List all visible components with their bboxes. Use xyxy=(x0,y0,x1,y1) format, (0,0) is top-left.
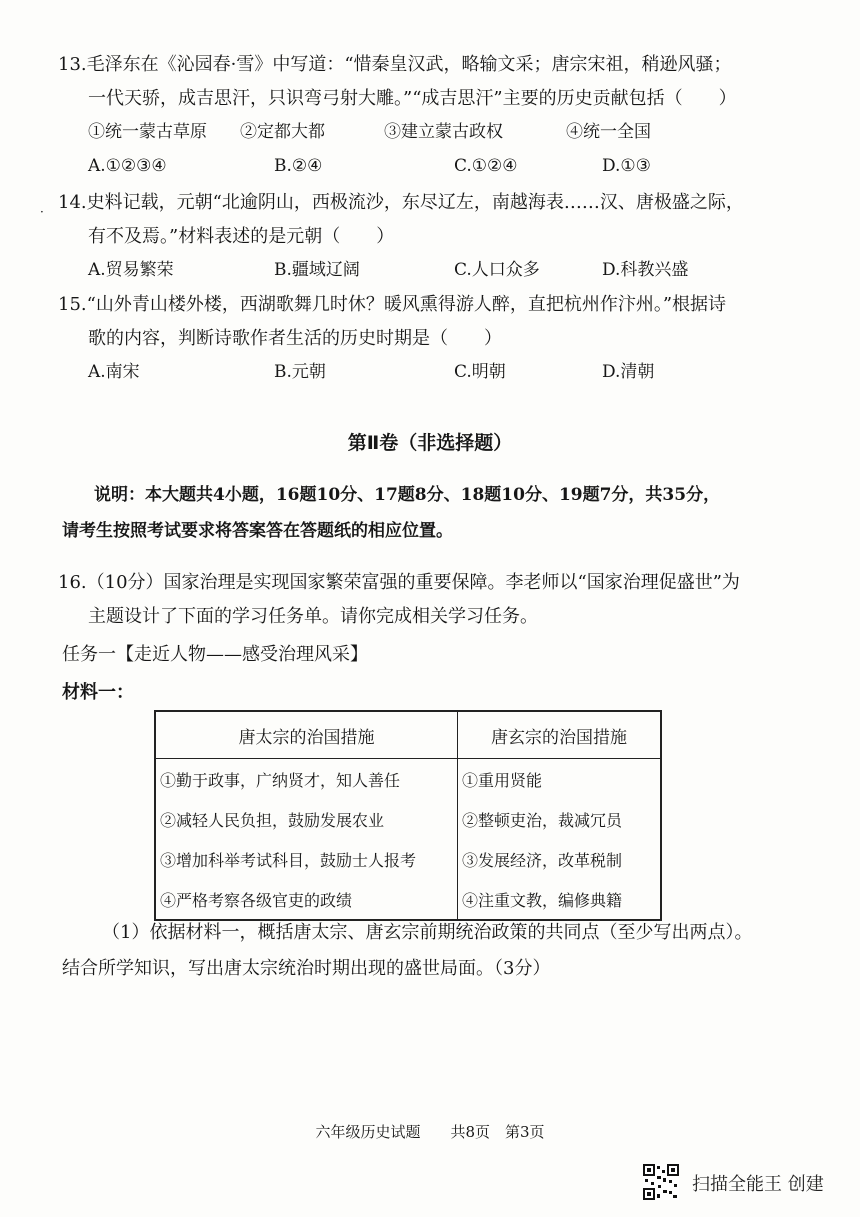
q13-item-4: ④统一全国 xyxy=(566,122,651,142)
scanner-watermark xyxy=(640,1162,850,1202)
q13-option-c: C.①②④ xyxy=(454,156,518,176)
q16-sub1-line2: 结合所学知识，写出唐太宗统治时期出现的盛世局面。（3分） xyxy=(62,958,551,979)
table-cell: ①重用贤能 xyxy=(462,770,543,790)
q13-line1: 13.毛泽东在《沁园春·雪》中写道：“惜秦皇汉武，略输文采；唐宗宋祖，稍逊风骚； xyxy=(58,54,732,75)
table-row xyxy=(155,879,661,920)
page-footer: 六年级历史试题 共8页 第3页 xyxy=(315,1123,545,1141)
q15-option-a: A.南宋 xyxy=(88,362,140,382)
table-cell: ③增加科举考试科目，鼓励士人报考 xyxy=(155,839,458,879)
table-header-row xyxy=(155,711,661,759)
table-cell: ③发展经济，改革税制 xyxy=(462,850,623,870)
q14-line2: 有不及焉。”材料表述的是元朝（ ） xyxy=(88,226,395,247)
q15-line1: 15.“山外青山楼外楼，西湖歌舞几时休？暖风熏得游人醉，直把杭州作汴州。”根据诗 xyxy=(58,294,727,315)
material1-label: 材料一： xyxy=(62,682,134,703)
task1-heading: 任务一【走近人物——感受治理风采】 xyxy=(62,644,368,665)
qr-code-icon xyxy=(643,1164,679,1200)
table-cell: ①勤于政事，广纳贤才，知人善任 xyxy=(155,759,458,800)
table-row xyxy=(155,839,661,879)
q15-option-d: D.清朝 xyxy=(602,362,655,382)
table-cell: ④注重文教，编修典籍 xyxy=(462,890,623,910)
q13-option-d: D.①③ xyxy=(602,156,651,176)
q14-option-a: A.贸易繁荣 xyxy=(88,260,174,280)
table-cell: ②整顿吏治，裁减冗员 xyxy=(462,810,623,830)
q13-item-3: ③建立蒙古政权 xyxy=(384,122,503,142)
q16-line1: 16.（10分）国家治理是实现国家繁荣富强的重要保障。李老师以“国家治理促盛世”为 xyxy=(58,572,740,593)
q13-option-a: A.①②③④ xyxy=(88,156,167,176)
table-row xyxy=(155,799,661,839)
q15-option-b: B.元朝 xyxy=(274,362,326,382)
q13-item-2: ②定都大都 xyxy=(240,122,325,142)
table-header-taizong: 唐太宗的治国措施 xyxy=(155,711,458,759)
governance-measures-table xyxy=(154,710,662,921)
q16-line2: 主题设计了下面的学习任务单。请你完成相关学习任务。 xyxy=(88,606,538,627)
q15-line2: 歌的内容，判断诗歌作者生活的历史时期是（ ） xyxy=(88,328,502,349)
table-row xyxy=(155,759,661,800)
watermark-text: 扫描全能王 创建 xyxy=(692,1174,824,1195)
q14-line1: 14.史料记载，元朝“北逾阴山，西极流沙，东尽辽左，南越海表……汉、唐极盛之际， xyxy=(58,192,744,213)
q13-item-1: ①统一蒙古草原 xyxy=(88,122,207,142)
table-cell: ④严格考察各级官吏的政绩 xyxy=(155,879,458,920)
q14-option-c: C.人口众多 xyxy=(454,260,540,280)
section-note-line2: 请考生按照考试要求将答案答在答题纸的相应位置。 xyxy=(62,521,453,541)
q13-line2: 一代天骄，成吉思汗，只识弯弓射大雕。”“成吉思汗”主要的历史贡献包括（ ） xyxy=(88,88,737,109)
q16-sub1-line1: （1）依据材料一，概括唐太宗、唐玄宗前期统治政策的共同点（至少写出两点）。 xyxy=(102,922,753,943)
q14-option-d: D.科教兴盛 xyxy=(602,260,689,280)
q14-option-b: B.疆域辽阔 xyxy=(274,260,360,280)
table-header-xuanzong: 唐玄宗的治国措施 xyxy=(458,711,662,759)
q15-option-c: C.明朝 xyxy=(454,362,506,382)
q13-option-b: B.②④ xyxy=(274,156,323,176)
table-cell: ②减轻人民负担，鼓励发展农业 xyxy=(155,799,458,839)
section-note-line1: 说明：本大题共4小题，16题10分、17题8分、18题10分、19题7分，共35分， xyxy=(94,485,721,505)
stray-mark: · xyxy=(40,205,44,219)
section-title: 第Ⅱ卷（非选择题） xyxy=(347,432,513,454)
